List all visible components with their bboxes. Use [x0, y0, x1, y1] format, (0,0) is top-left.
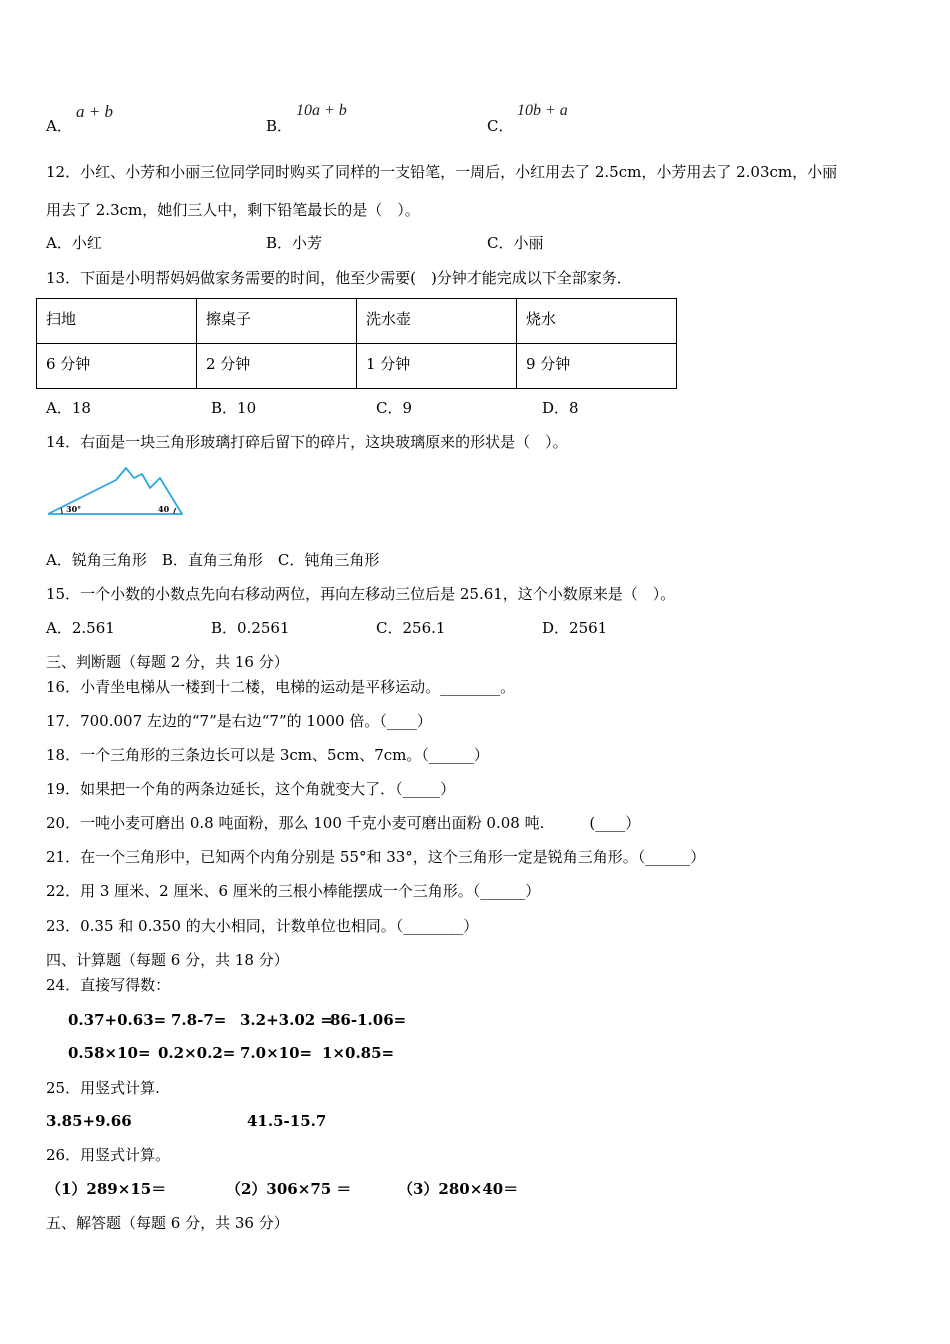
q15-option-b: B．0.2561	[211, 619, 290, 637]
q25-problem: 3.85+9.66	[46, 1112, 132, 1130]
q23: 23．0.35 和 0.350 的大小相同，计数单位也相同。（________）	[46, 917, 479, 935]
q15-option-d: D．2561	[542, 619, 608, 637]
q24-item: 86-1.06=	[330, 1011, 407, 1029]
q24-stem: 24．直接写得数：	[46, 976, 171, 994]
q11-option-a-label: A．	[46, 117, 72, 135]
q24-item: 3.2+3.02 =	[240, 1011, 333, 1029]
section-4-heading: 四、计算题（每题 6 分，共 18 分）	[46, 951, 289, 969]
q15-stem: 15．一个小数的小数点先向右移动两位，再向左移动三位后是 25.61，这个小数原来是（ ）。	[46, 585, 676, 603]
q12-option-c: C．小丽	[487, 234, 544, 252]
q26-problem: （2）306×75 ＝	[226, 1180, 352, 1198]
q11-option-b-expr: 10a + b	[296, 102, 347, 119]
q13-option-c: C．9	[376, 399, 413, 417]
glass-fragment-figure	[46, 464, 188, 520]
q14-options: A．锐角三角形 B．直角三角形 C．钝角三角形	[46, 551, 380, 569]
q21: 21．在一个三角形中，已知两个内角分别是 55°和 33°，这个三角形一定是锐角三角形。（______）	[46, 848, 706, 866]
table-cell: 擦桌子	[197, 299, 357, 344]
q13-stem: 13．下面是小明帮妈妈做家务需要的时间，他至少需要( )分钟才能完成以下全部家务．	[46, 269, 632, 287]
q11-option-c-label: C．	[487, 117, 514, 135]
q22: 22．用 3 厘米、2 厘米、6 厘米的三根小棒能摆成一个三角形。（______）	[46, 882, 541, 900]
q14-stem: 14．右面是一块三角形玻璃打碎后留下的碎片，这块玻璃原来的形状是（ ）。	[46, 433, 568, 451]
q17: 17．700.007 左边的“7”是右边“7”的 1000 倍。（____）	[46, 712, 432, 730]
table-cell: 洗水壶	[357, 299, 517, 344]
section-5-heading: 五、解答题（每题 6 分，共 36 分）	[46, 1214, 289, 1232]
table-cell: 2 分钟	[197, 344, 357, 389]
q18: 18．一个三角形的三条边长可以是 3cm、5cm、7cm。（______）	[46, 746, 489, 764]
q13-option-a: A．18	[46, 399, 91, 417]
table-row	[37, 299, 677, 344]
q26-problem: （1）289×15＝	[46, 1180, 167, 1198]
q25-problem: 41.5-15.7	[247, 1112, 327, 1130]
q26-problem: （3）280×40＝	[398, 1180, 519, 1198]
q25-stem: 25．用竖式计算.	[46, 1079, 160, 1097]
table-row	[37, 344, 677, 389]
angle-right-label: 40	[158, 504, 170, 514]
q11-option-c-expr: 10b + a	[517, 102, 568, 119]
q19: 19．如果把一个角的两条边延长，这个角就变大了．（_____）	[46, 780, 456, 798]
q24-item: 1×0.85=	[322, 1044, 395, 1062]
q24-item: 7.8-7=	[171, 1011, 227, 1029]
q12-option-b: B．小芳	[266, 234, 323, 252]
q24-item: 0.37+0.63=	[68, 1011, 167, 1029]
q24-item: 0.2×0.2=	[158, 1044, 236, 1062]
q13-option-d: D．8	[542, 399, 579, 417]
table-cell: 6 分钟	[37, 344, 197, 389]
q20: 20．一吨小麦可磨出 0.8 吨面粉，那么 100 千克小麦可磨出面粉 0.08 吨. (____）	[46, 814, 641, 832]
q11-option-a-expr: a + b	[76, 102, 113, 121]
q12-stem-line1: 12．小红、小芳和小丽三位同学同时购买了同样的一支铅笔，一周后，小红用去了 2.5cm，小芳用去了 2.03cm，小丽	[46, 163, 838, 181]
q15-option-a: A．2.561	[46, 619, 115, 637]
q16: 16．小青坐电梯从一楼到十二楼，电梯的运动是平移运动。________。	[46, 678, 516, 696]
q26-stem: 26．用竖式计算。	[46, 1146, 171, 1164]
section-3-heading: 三、判断题（每题 2 分，共 16 分）	[46, 653, 289, 671]
table-cell: 9 分钟	[517, 344, 677, 389]
q12-option-a: A．小红	[46, 234, 102, 252]
q13-option-b: B．10	[211, 399, 257, 417]
q12-stem-line2: 用去了 2.3cm，她们三人中，剩下铅笔最长的是（ ）。	[46, 201, 420, 219]
q24-item: 0.58×10=	[68, 1044, 151, 1062]
table-cell: 1 分钟	[357, 344, 517, 389]
q15-option-c: C．256.1	[376, 619, 446, 637]
q24-item: 7.0×10=	[240, 1044, 313, 1062]
q11-option-b-label: B．	[266, 117, 293, 135]
table-cell: 烧水	[517, 299, 677, 344]
angle-left-label: 30°	[66, 504, 82, 514]
chores-table	[36, 298, 677, 389]
table-cell: 扫地	[37, 299, 197, 344]
